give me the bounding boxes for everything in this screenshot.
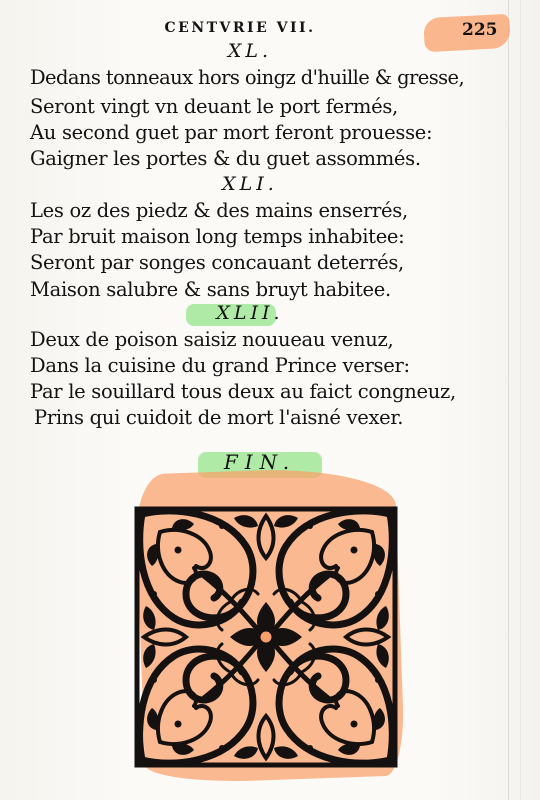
page-fold-line [508, 0, 509, 800]
quatrain-number: XL. [227, 40, 273, 62]
page-number: 225 [462, 20, 498, 40]
verse-line: Gaigner les portes & du guet assommés. [30, 147, 421, 170]
verse-line: Seront vingt vn deuant le port fermés, [30, 95, 398, 118]
quatrain-number: XLII. [216, 302, 284, 324]
verse-line: Dedans tonneaux hors oingz d'huille & gresse, [30, 66, 465, 89]
closing-word: FIN. [223, 450, 297, 474]
verse-line: Les oz des piedz & des mains enserrés, [30, 199, 408, 222]
running-head: CENTVRIE VII. [164, 20, 316, 36]
verse-line: Maison salubre & sans bruyt habitee. [30, 278, 391, 301]
verse-line: Par le souillard tous deux au faict congneuz, [30, 380, 456, 403]
quatrain-number: XLI. [222, 173, 278, 195]
verse-line: Au second guet par mort feront prouesse: [30, 121, 433, 144]
verse-line: Deux de poison saisiz nouueau venuz, [30, 328, 394, 351]
verse-line: Par bruit maison long temps inhabitee: [30, 225, 405, 248]
ornamental-tailpiece-icon [134, 506, 398, 768]
verse-line: Dans la cuisine du grand Prince verser: [30, 354, 410, 377]
verse-line: Seront par songes concauant deterrés, [30, 251, 404, 274]
page-edge-line [520, 0, 521, 800]
verse-line: Prins qui cuidoit de mort l'aisné vexer. [34, 406, 404, 429]
